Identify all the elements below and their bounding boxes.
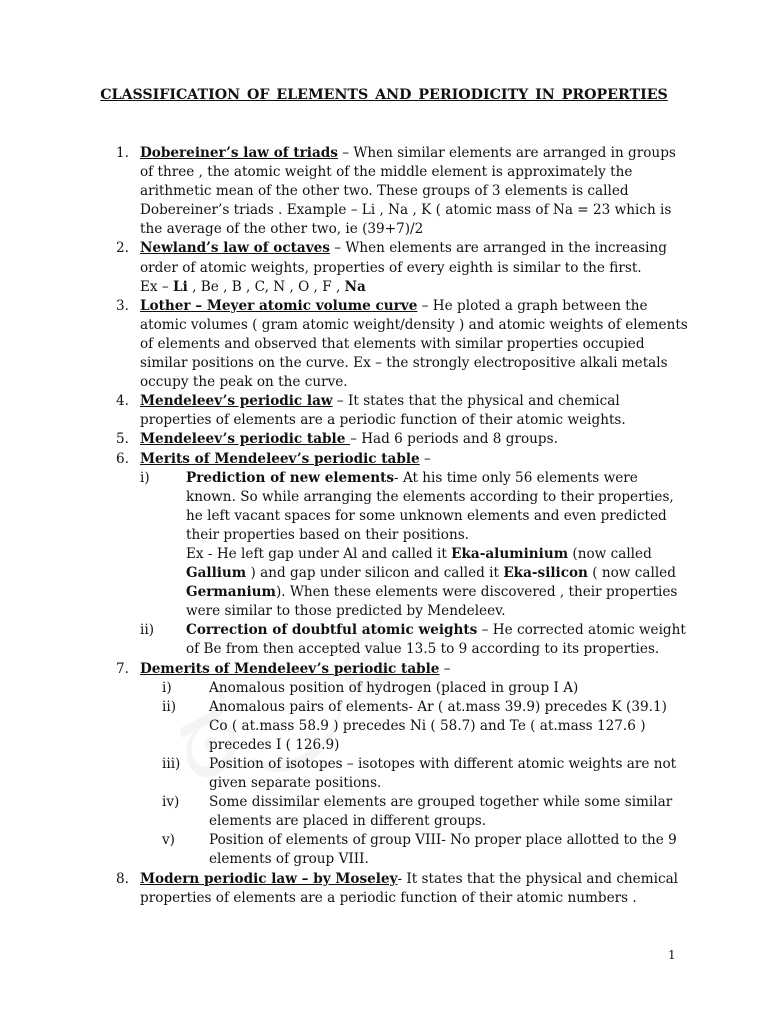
- roman-numeral: ii): [162, 698, 176, 715]
- demerit-text: Some dissimilar elements are grouped together while some similar elements are placed in different groups.: [209, 794, 673, 830]
- list-item: [108, 144, 688, 239]
- example-text: ). When these elements were discovered , their properties were similar to those predicted by Mendeleev.: [186, 584, 678, 620]
- demerit-item: [108, 793, 688, 831]
- example-text: Ex - He left gap under Al and called it: [186, 545, 452, 562]
- merit-item: [108, 469, 688, 622]
- item-number: 2.: [116, 240, 129, 257]
- list-item: [108, 297, 688, 392]
- example-bold: Gallium: [186, 565, 247, 582]
- example-bold: Eka-aluminium: [451, 545, 569, 562]
- demerit-text: Anomalous pairs of elements- Ar ( at.mass 39.9) precedes K (39.1) Co ( at.mass 58.9 ) precedes Ni ( 58.7) and Te ( at.mass 127.6 ) precedes I ( 126.9): [209, 698, 667, 753]
- roman-numeral: ii): [140, 622, 154, 639]
- item-number: 6.: [116, 450, 129, 467]
- item-text: – When elements are arranged in the increasing order of atomic weights, properties of every eighth is similar to the first.: [140, 240, 667, 276]
- example-bold: Na: [344, 278, 366, 295]
- demerit-text: Anomalous position of hydrogen (placed in group I A): [209, 679, 579, 696]
- roman-numeral: iii): [162, 756, 181, 772]
- list-item: [108, 660, 688, 679]
- item-heading: Modern periodic law: [140, 870, 297, 887]
- roman-numeral: iv): [162, 794, 180, 811]
- item-heading: Mendeleev’s periodic law: [140, 393, 333, 410]
- merit-heading: Prediction of new elements: [186, 469, 395, 486]
- item-number: 5.: [116, 431, 129, 448]
- example-text: (now called: [568, 545, 652, 562]
- item-heading: Mendeleev’s periodic table: [140, 431, 351, 448]
- item-heading: Demerits of Mendeleev’s periodic table: [140, 660, 440, 677]
- merit-item: [108, 621, 688, 659]
- item-text: –: [439, 660, 451, 677]
- list-item: [108, 450, 688, 469]
- item-number: 1.: [116, 145, 129, 161]
- item-heading: Merits of Mendeleev’s periodic table: [140, 450, 420, 467]
- example-text: ( now called: [587, 565, 676, 582]
- roman-numeral: i): [140, 469, 150, 486]
- demerit-text: Position of isotopes – isotopes with different atomic weights are not given separate positions.: [209, 756, 677, 792]
- item-number: 4.: [116, 393, 129, 410]
- demerit-item: [108, 698, 688, 755]
- example-bold: Eka-silicon: [503, 565, 588, 582]
- item-heading: Dobereiner’s law of triads: [140, 145, 338, 161]
- list-item: [108, 392, 688, 430]
- item-number: 8.: [116, 870, 129, 887]
- item-text: – When similar elements are arranged in groups of three , the atomic weight of the middle element is approximately the arithmetic mean of the other two. These groups of 3 elements is called Dobereiner’s triads . Example – Li , Na , K ( atomic mass of Na = 23 which is the average of the other two, ie (39+7)/2: [140, 145, 676, 238]
- item-text: –: [419, 450, 431, 467]
- list-item: [108, 870, 688, 908]
- example-text: , Be , B , C, N , O , F ,: [187, 278, 345, 295]
- page-number: 1: [668, 948, 676, 962]
- demerit-item: [108, 679, 688, 698]
- example-prefix: Ex –: [140, 278, 174, 295]
- roman-numeral: i): [162, 679, 172, 696]
- document-body: [108, 144, 688, 908]
- example-bold: Li: [173, 278, 188, 295]
- list-item: [108, 430, 688, 449]
- example-bold: Germanium: [186, 584, 276, 601]
- demerit-item: [108, 755, 688, 793]
- item-text: - It states that the physical and chemical properties of elements are a periodic function of their atomic numbers .: [140, 870, 679, 906]
- demerit-text: Position of elements of group VIII- No proper place allotted to the 9 elements of group VIII.: [209, 832, 677, 868]
- example-text: ) and gap under silicon and called it: [246, 565, 504, 582]
- item-heading-suffix: – by Moseley: [296, 870, 398, 887]
- roman-numeral: v): [162, 832, 175, 849]
- merit-heading: Correction of doubtful atomic weights: [186, 622, 478, 639]
- item-text: – He ploted a graph between the atomic volumes ( gram atomic weight/density ) and atomic weights of elements of elements and observed that elements with similar properties occupied similar positions on the curve. Ex – the strongly electropositive alkali metals occupy the peak on the curve.: [140, 297, 688, 391]
- list-item: [108, 239, 688, 296]
- item-text: – Had 6 periods and 8 groups.: [350, 431, 558, 448]
- merit-text: – He corrected atomic weight of Be from then accepted value 13.5 to 9 according to its properties.: [186, 622, 686, 658]
- merit-text: - At his time only 56 elements were known. So while arranging the elements according to their properties, he left vacant spaces for some unknown elements and even predicted their properties based on their positions.: [186, 469, 674, 543]
- item-heading: Newland’s law of octaves: [140, 240, 330, 257]
- item-heading: Lother – Meyer atomic volume curve: [140, 297, 418, 314]
- item-text: – It states that the physical and chemical properties of elements are a periodic function of their atomic weights.: [140, 393, 626, 429]
- item-number: 7.: [116, 660, 129, 677]
- demerit-item: [108, 831, 688, 869]
- item-number: 3.: [116, 297, 129, 314]
- page-title: CLASSIFICATION OF ELEMENTS AND PERIODICITY IN PROPERTIES: [100, 87, 668, 103]
